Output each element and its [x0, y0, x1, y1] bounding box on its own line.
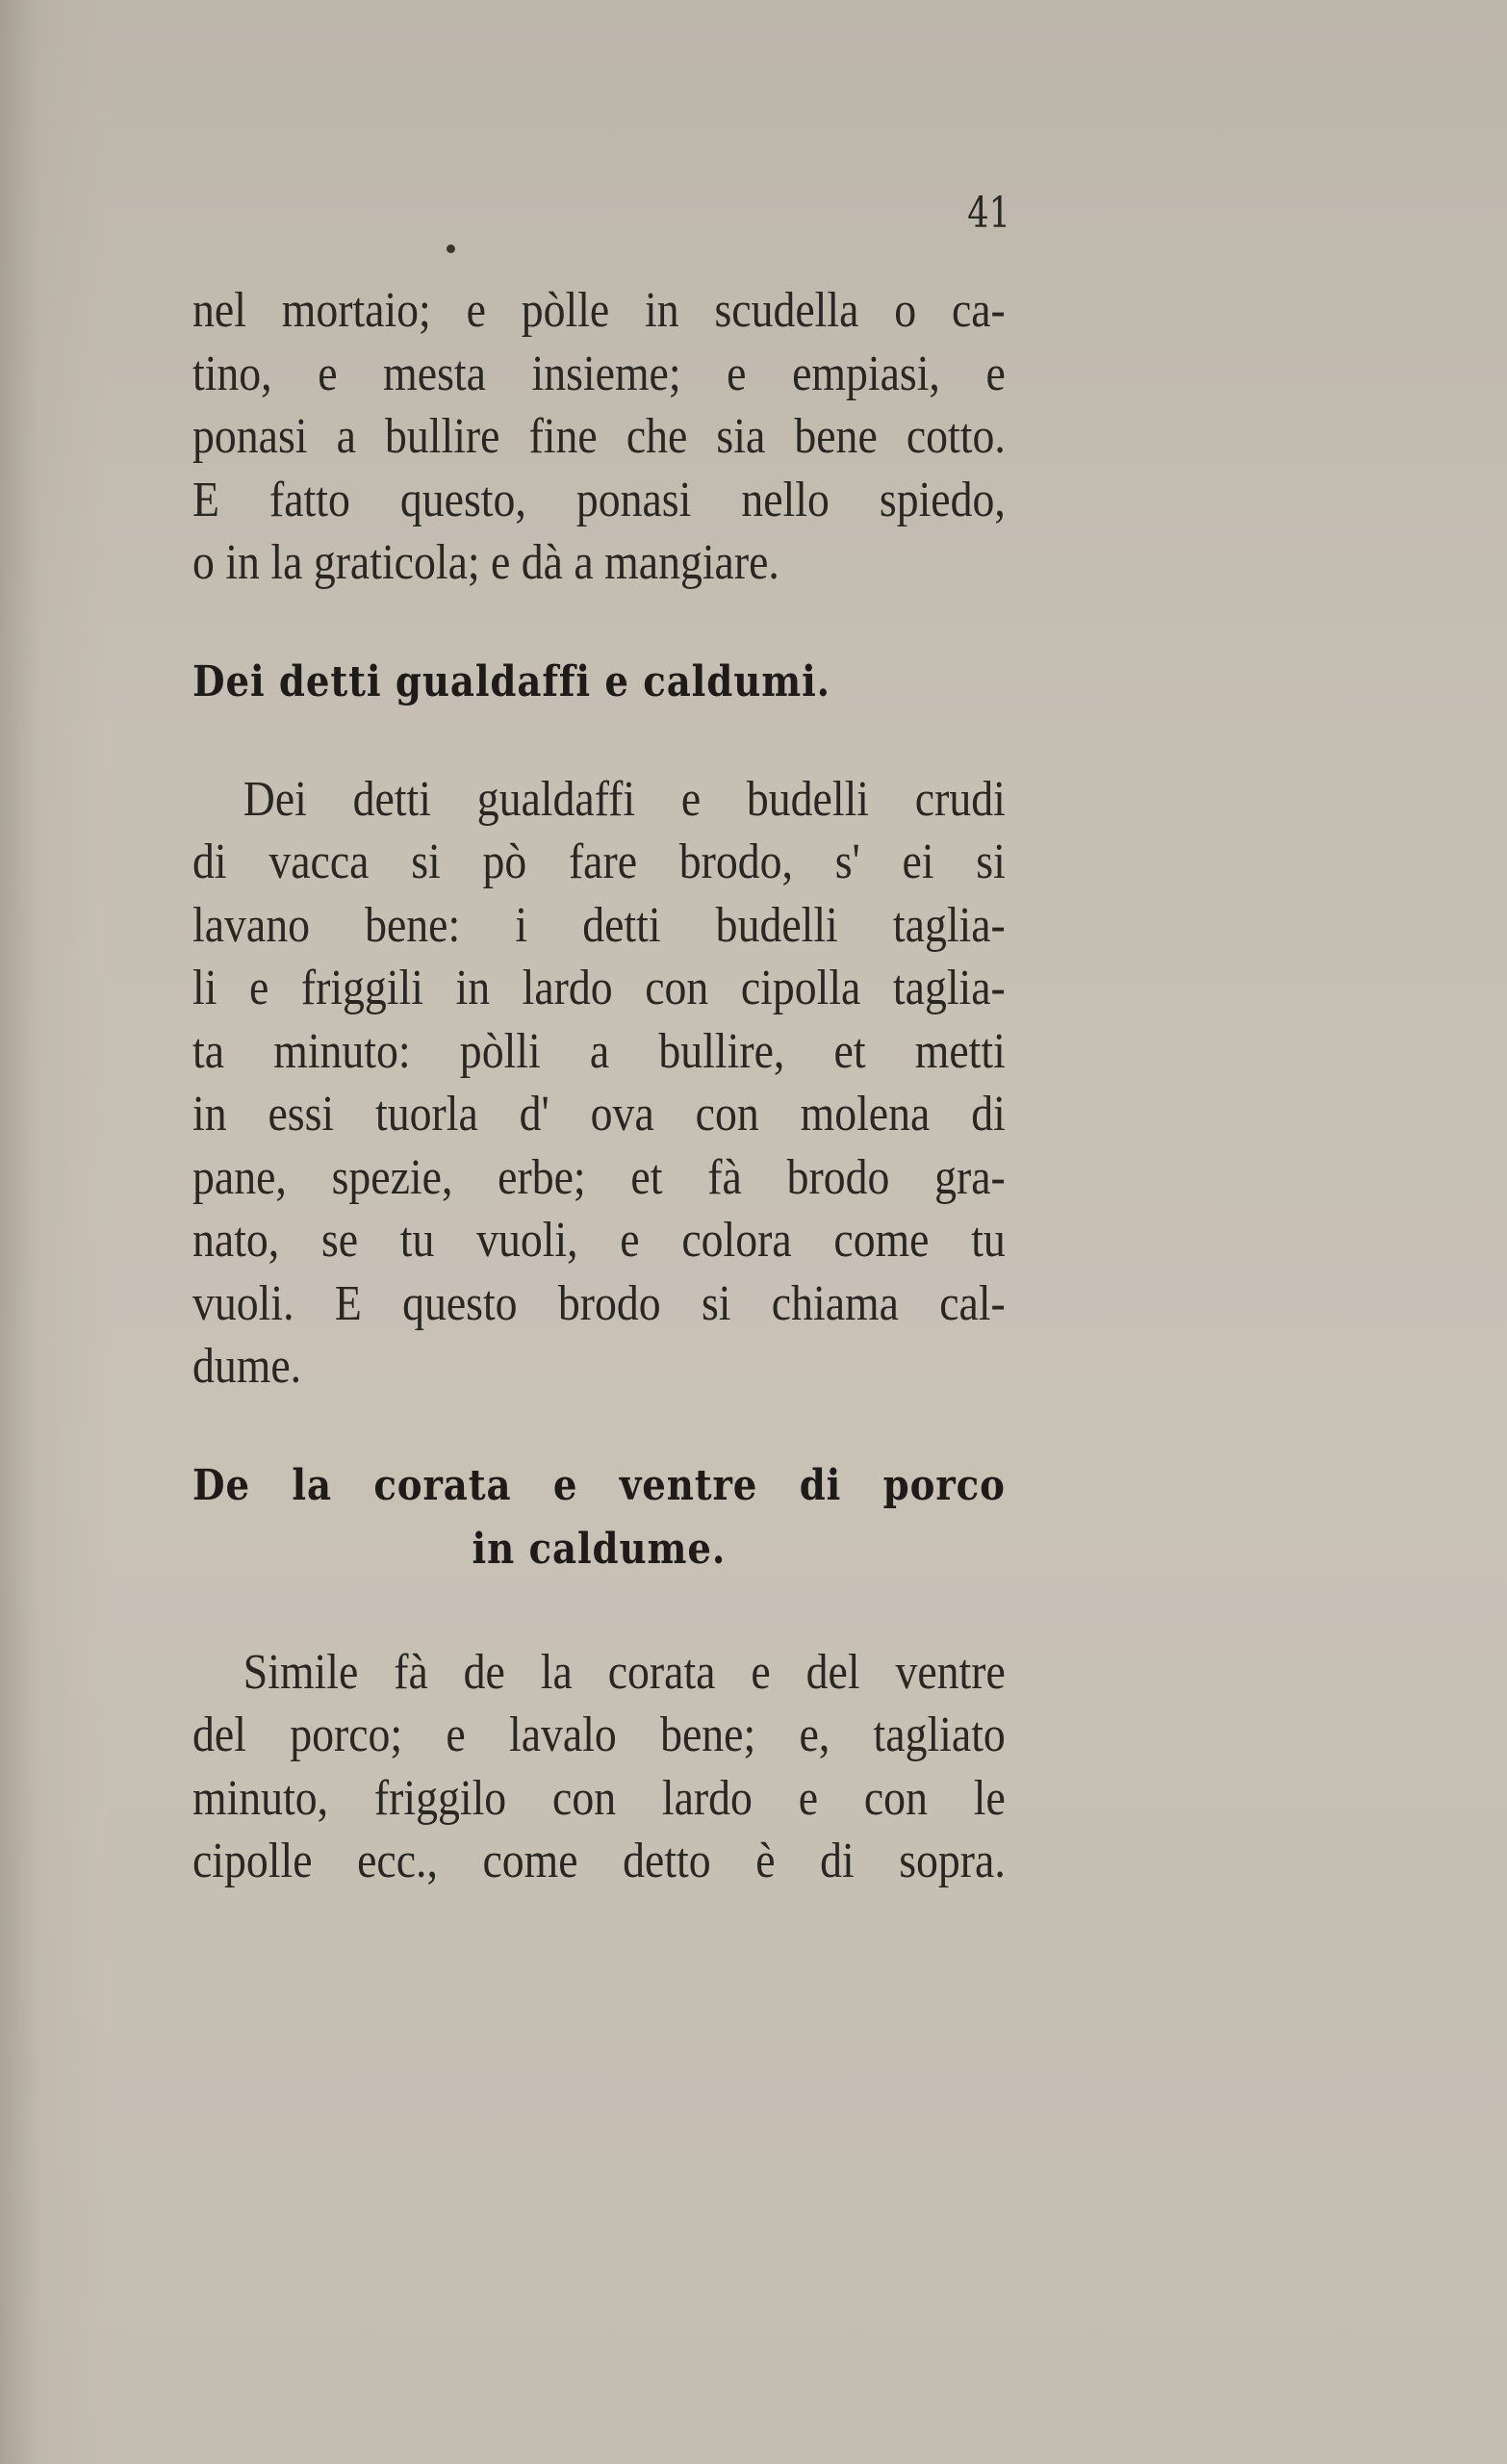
text-line: pane, spezie, erbe; et fà brodo gra-: [192, 1149, 1006, 1205]
text-line: ponasi a bullire fine che sia bene cotto.: [192, 409, 1006, 464]
text-line: Simile fà de la corata e del ventre: [243, 1644, 1006, 1700]
text-line: del porco; e lavalo bene; e, tagliato: [192, 1707, 1006, 1762]
ink-speck: [447, 244, 455, 253]
text-line: lavano bene: i detti budelli taglia-: [192, 897, 1006, 953]
text-line: cipolle ecc., come detto è di sopra.: [192, 1834, 1006, 1888]
text-line: in essi tuorla d' ova con molena di: [192, 1087, 1006, 1142]
text-line: Dei detti gualdaffi e budelli crudi: [243, 771, 1006, 827]
text-line: vuoli. E questo brodo si chiama cal-: [192, 1275, 1006, 1331]
text-column: [192, 279, 1006, 1893]
text-line: di vacca si pò fare brodo, s' ei si: [192, 834, 1006, 889]
text-line: dume.: [192, 1339, 302, 1394]
text-line: minuto, friggilo con lardo e con le: [192, 1770, 1006, 1826]
paragraph-gualdaffi: [192, 768, 1006, 1399]
text-line: li e friggili in lardo con cipolla taglia-: [192, 961, 1006, 1015]
text-line: o in la graticola; e dà a mangiare.: [192, 535, 779, 590]
text-line: E fatto questo, ponasi nello spiedo,: [192, 472, 1006, 527]
heading-line: De la corata e ventre di porco: [192, 1460, 1006, 1510]
section-heading-corata: [192, 1454, 1006, 1581]
text-line: nel mortaio; e pòlle in scudella o ca-: [192, 283, 1006, 338]
page-number: 41: [967, 189, 1010, 238]
text-line: tino, e mesta insieme; e empiasi, e: [192, 346, 1006, 401]
text-line: nato, se tu vuoli, e colora come tu: [192, 1213, 1006, 1268]
paragraph-continued: [192, 279, 1006, 595]
text-line: ta minuto: pòlli a bullire, et metti: [192, 1023, 1006, 1079]
section-heading-gualdaffi: Dei detti gualdaffi e caldumi.: [192, 656, 831, 706]
heading-line: in caldume.: [472, 1524, 727, 1574]
paragraph-corata: [192, 1641, 1006, 1893]
